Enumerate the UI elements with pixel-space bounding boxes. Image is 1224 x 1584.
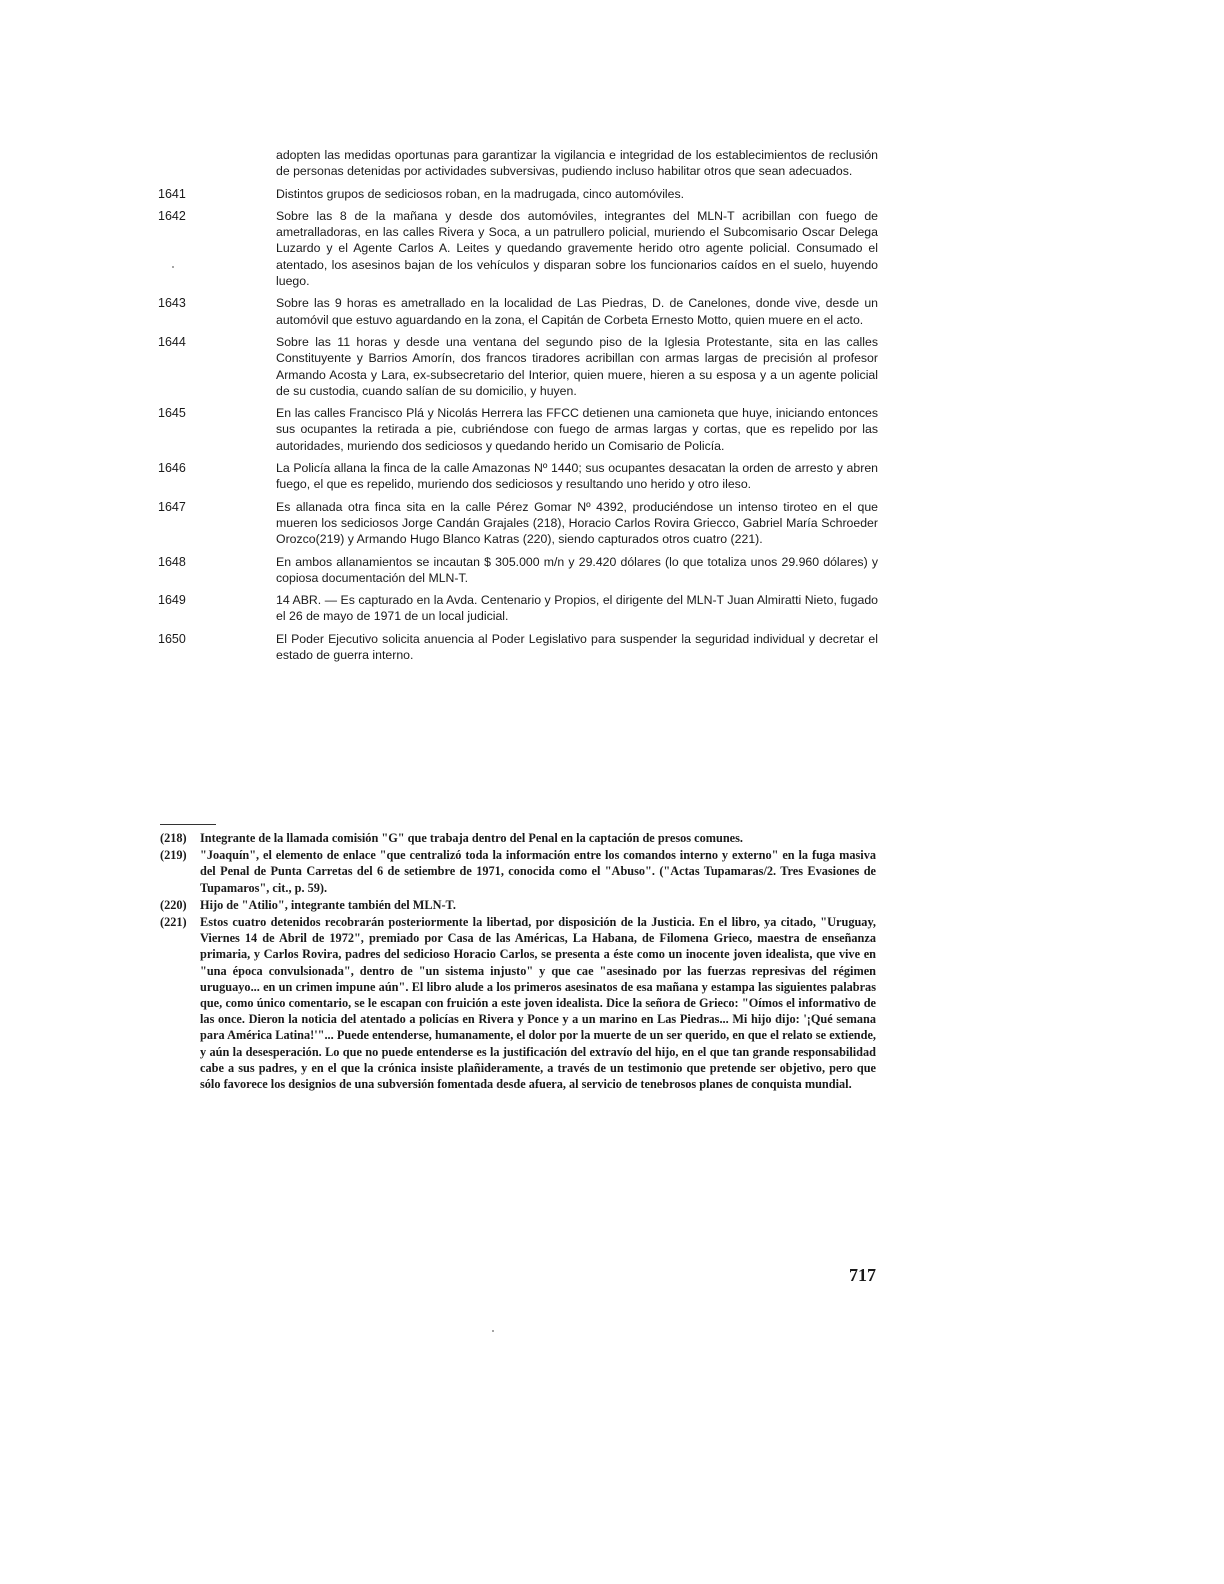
footnote <box>160 847 876 896</box>
entry-text: Sobre las 8 de la mañana y desde dos automóviles, integrantes del MLN-T acribillan con fuego de ametralladoras, en las calles Rivera y Soca, a un patrullero policial, muriendo el Subcomisario Oscar Delega Luzardo y el Agente Carlos A. Leites y quedando gravemente herido otro agente policial. Consumado el atentado, los asesinos bajan de los vehículos y disparan sobre los funcionarios caídos en el suelo, huyendo luego. <box>276 208 878 289</box>
entry-text: La Policía allana la finca de la calle Amazonas Nº 1440; sus ocupantes desacatan la orden de arresto y abren fuego, el que es repelido, muriendo dos sediciosos y resultando uno herido y otro ileso. <box>276 461 878 492</box>
chronology-entry <box>158 592 878 625</box>
footnote-label: (219) <box>160 848 187 863</box>
footnote <box>160 897 876 913</box>
entry-text: 14 ABR. — Es capturado en la Avda. Centenario y Propios, el dirigente del MLN-T Juan Almiratti Nieto, fugado el 26 de mayo de 1971 de un local judicial. <box>276 593 878 624</box>
scan-speck <box>172 266 174 268</box>
entry-number: 1641 <box>158 186 186 201</box>
entry-number: 1646 <box>158 461 186 476</box>
entry-number: 1648 <box>158 554 186 569</box>
entry-number: 1649 <box>158 593 186 608</box>
footnote <box>160 914 876 1092</box>
entry-text: En las calles Francisco Plá y Nicolás Herrera las FFCC detienen una camioneta que huye, iniciando entonces sus ocupantes la retirada a pie, cubriéndose con fuego de armas largas y cortas, que es repelido por las autoridades, muriendo dos sediciosos y quedando herido un Comisario de Policía. <box>276 406 878 453</box>
chronology-entry <box>158 147 878 180</box>
footnote-label: (220) <box>160 897 187 912</box>
chronology-entry <box>158 460 878 493</box>
entry-number: 1645 <box>158 406 186 421</box>
chronology-entry <box>158 405 878 454</box>
entry-text: En ambos allanamientos se incautan $ 305.000 m/n y 29.420 dólares (lo que totaliza unos 29.960 dólares) y copiosa documentación del MLN-T. <box>276 554 878 585</box>
footnote-label: (218) <box>160 831 187 845</box>
entry-text: El Poder Ejecutivo solicita anuencia al Poder Legislativo para suspender la seguridad individual y decretar el estado de guerra interno. <box>276 631 878 663</box>
footnote-text: Hijo de "Atilio", integrante también del MLN-T. <box>200 897 456 912</box>
footnote-text: "Joaquín", el elemento de enlace "que centralizó toda la información entre los comandos interno y externo" en la fuga masiva del Penal de Punta Carretas del 6 de setiembre de 1971, conocida como el "Abuso". ("Actas Tupamaras/2. Tres Evasiones de Tupamaros", cit., p. 59). <box>200 848 876 895</box>
chronology-entry <box>158 554 878 587</box>
chronology-entry <box>158 631 878 664</box>
entry-text: Sobre las 9 horas es ametrallado en la localidad de Las Piedras, D. de Canelones, donde vive, desde un automóvil que estuvo aguardando en la zona, el Capitán de Corbeta Ernesto Motto, quien muere en el acto. <box>276 296 878 327</box>
chronology-entry <box>158 186 878 202</box>
chronology-entry <box>158 334 878 399</box>
page-number: 717 <box>849 1265 876 1285</box>
entry-number: 1650 <box>158 631 186 646</box>
footnote-separator <box>160 824 216 825</box>
entry-text: Distintos grupos de sediciosos roban, en la madrugada, cinco automóviles. <box>276 186 685 201</box>
footnote <box>160 830 876 846</box>
entry-text: adopten las medidas oportunas para garantizar la vigilancia e integridad de los establecimientos de reclusión de personas detenidas por actividades subversivas, pudiendo incluso habilitar otros que sean adecuados. <box>276 148 878 179</box>
entry-text: Es allanada otra finca sita en la calle Pérez Gomar Nº 4392, produciéndose un intenso tiroteo en el que mueren los sediciosos Jorge Candán Grajales (218), Horacio Carlos Rovira Griecco, Gabriel María Schroeder Orozco(219) y Armando Hugo Blanco Katras (220), siendo capturados otros cuatro (221). <box>276 499 878 547</box>
footnote-text: Integrante de la llamada comisión "G" que trabaja dentro del Penal en la captación de presos comunes. <box>200 831 743 845</box>
chronology-entry <box>158 208 878 289</box>
footnotes <box>160 830 876 1093</box>
entry-number: 1643 <box>158 296 186 311</box>
scan-speck <box>492 1330 494 1332</box>
entry-number: 1644 <box>158 334 186 349</box>
chronology-entries <box>158 147 878 669</box>
footnote-label: (221) <box>160 915 187 930</box>
chronology-entry <box>158 499 878 548</box>
chronology-entry <box>158 295 878 328</box>
footnote-text: Estos cuatro detenidos recobrarán posteriormente la libertad, por disposición de la Justicia. En el libro, ya citado, "Uruguay, Viernes 14 de Abril de 1972", premiado por Casa de las Américas, La Habana, de Filomena Grieco, maestra de enseñanza primaria, y Carlos Rovira, padres del sedicioso Horacio Carlos, se presenta a éste como un inocente joven idealista, que vive en "una época convulsionada", dentro de "un sistema injusto" y que cae "asesinado por las fuerzas represivas del régimen uruguayo... en un crimen impune aún". El libro alude a los primeros asesinatos de esa mañana y estampa las siguientes palabras que, como único comentario, se le escapan con fruición a este joven idealista. Dice la señora de Grieco: "Oímos el informativo de las once. Dieron la noticia del atentado a policías en Rivera y Ponce y a un marino en Las Piedras... Mi hijo dijo: '¡Qué semana para América Latina!'"... Puede entenderse, humanamente, el dolor por la muerte de un ser querido, en que el relato se extiende, y aún la desesperación. Lo que no puede entenderse es la justificación del extravío del hijo, en el que tan grande responsabilidad cabe a sus padres, y en el que la crónica insiste plañideramente, a través de un testimonio que pretende ser objetivo, pero que sólo favorece los designios de una subversión fomentada desde afuera, al servicio de tenebrosos planes de conquista mundial. <box>200 915 876 1092</box>
entry-number: 1647 <box>158 499 186 514</box>
entry-number: 1642 <box>158 208 186 223</box>
entry-text: Sobre las 11 horas y desde una ventana del segundo piso de la Iglesia Protestante, sita en las calles Constituyente y Barrios Amorín, dos francos tiradores acribillan con armas largas de precisión al profesor Armando Acosta y Lara, ex-subsecretario del Interior, quien muere, hieren a su esposa y a un agente policial de su custodia, cuando salían de su domicilio, y huyen. <box>276 334 878 398</box>
